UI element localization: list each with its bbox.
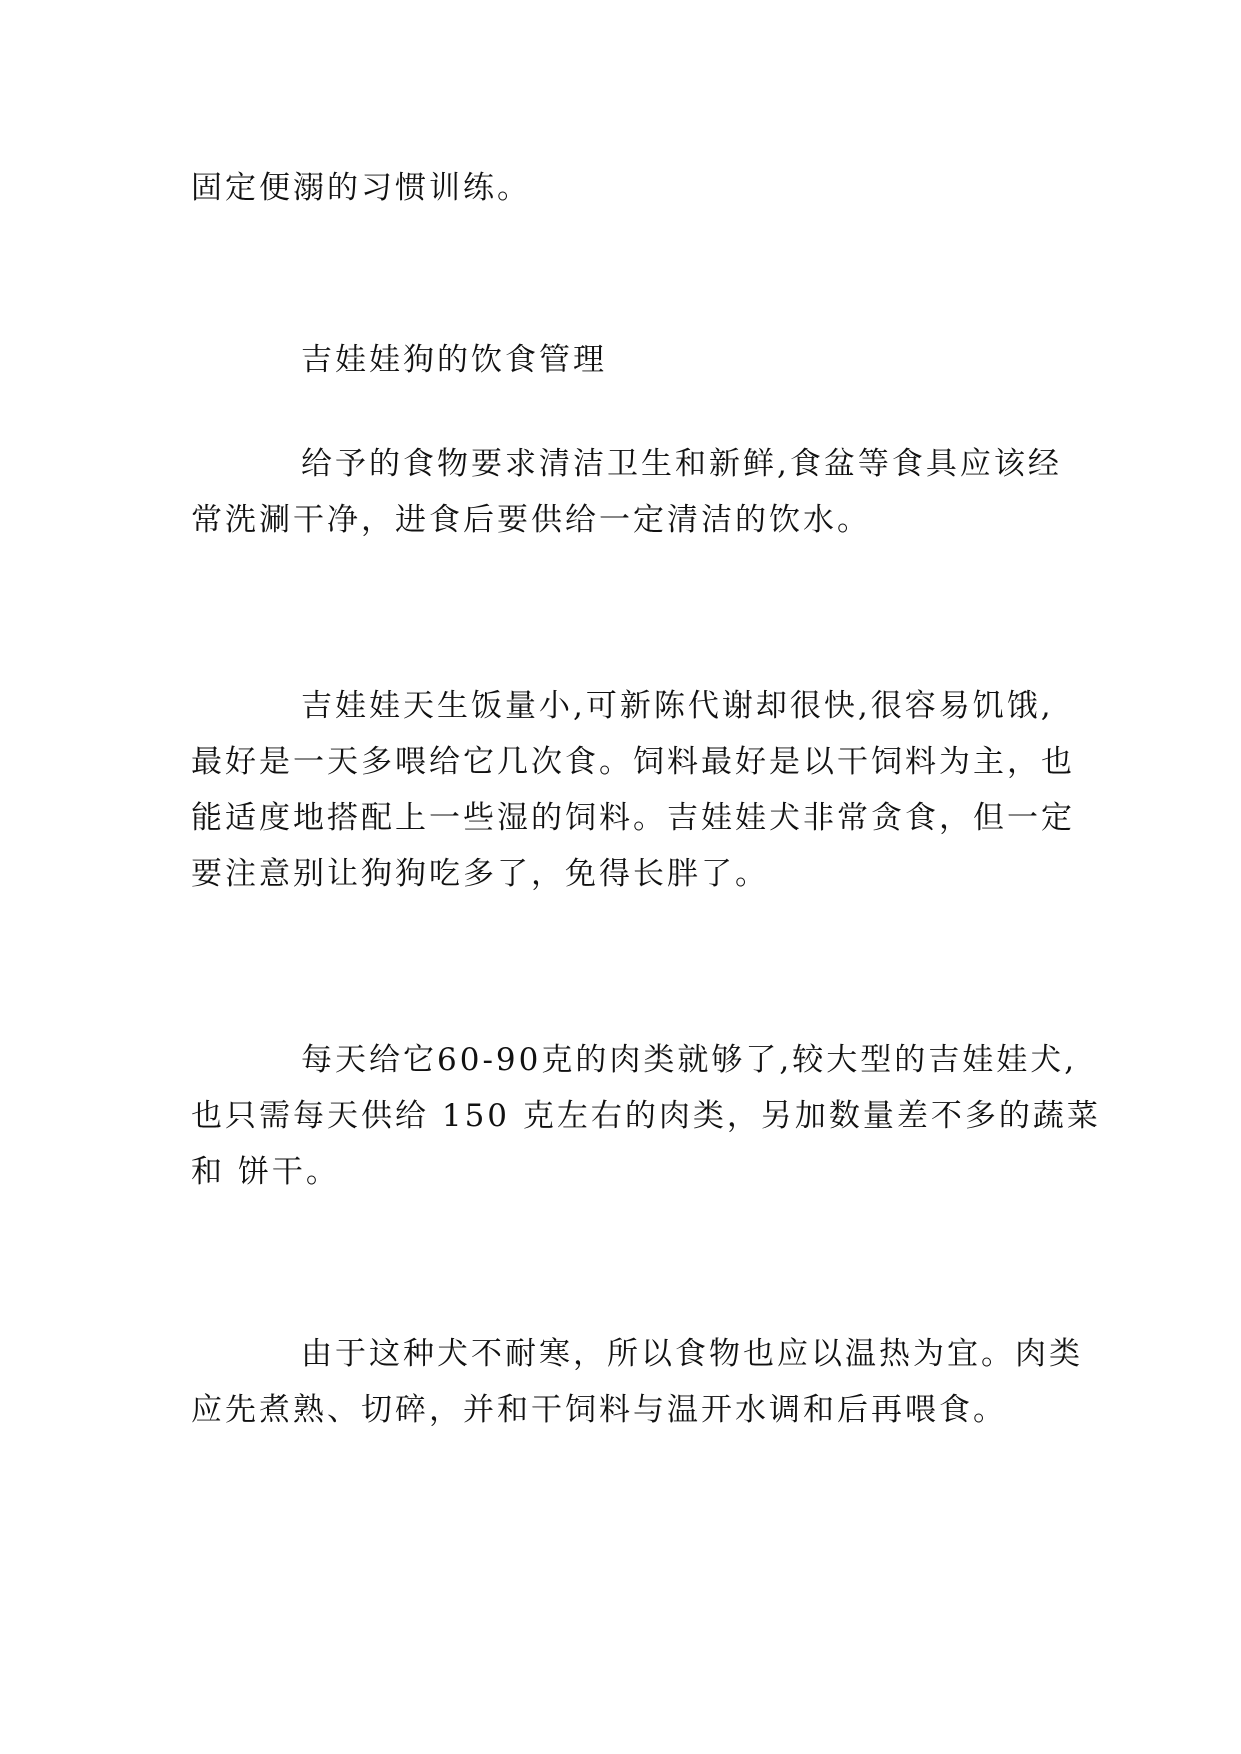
paragraph-line: 也只需每天供给 150 克左右的肉类，另加数量差不多的蔬菜 [191,1098,1101,1134]
paragraph-line: 和 饼干。 [191,1154,340,1190]
paragraph-line: 给予的食物要求清洁卫生和新鲜,食盆等食具应该经 [301,446,1062,482]
paragraph-line: 能适度地搭配上一些湿的饲料。吉娃娃犬非常贪食，但一定 [191,800,1075,836]
paragraph-line: 常洗涮干净，进食后要供给一定清洁的饮水。 [191,502,871,538]
paragraph-line: 每天给它60-90克的肉类就够了,较大型的吉娃娃犬, [301,1042,1078,1078]
paragraph-line: 要注意别让狗狗吃多了，免得长胖了。 [191,856,769,892]
paragraph-line: 由于这种犬不耐寒，所以食物也应以温热为宜。肉类 [301,1336,1083,1372]
paragraph-line: 最好是一天多喂给它几次食。饲料最好是以干饲料为主，也 [191,744,1075,780]
paragraph-line: 应先煮熟、切碎，并和干饲料与温开水调和后再喂食。 [191,1392,1007,1428]
intro-line: 固定便溺的习惯训练。 [191,170,531,206]
paragraph-line: 吉娃娃天生饭量小,可新陈代谢却很快,很容易饥饿, [301,688,1054,724]
section-title: 吉娃娃狗的饮食管理 [301,342,607,378]
